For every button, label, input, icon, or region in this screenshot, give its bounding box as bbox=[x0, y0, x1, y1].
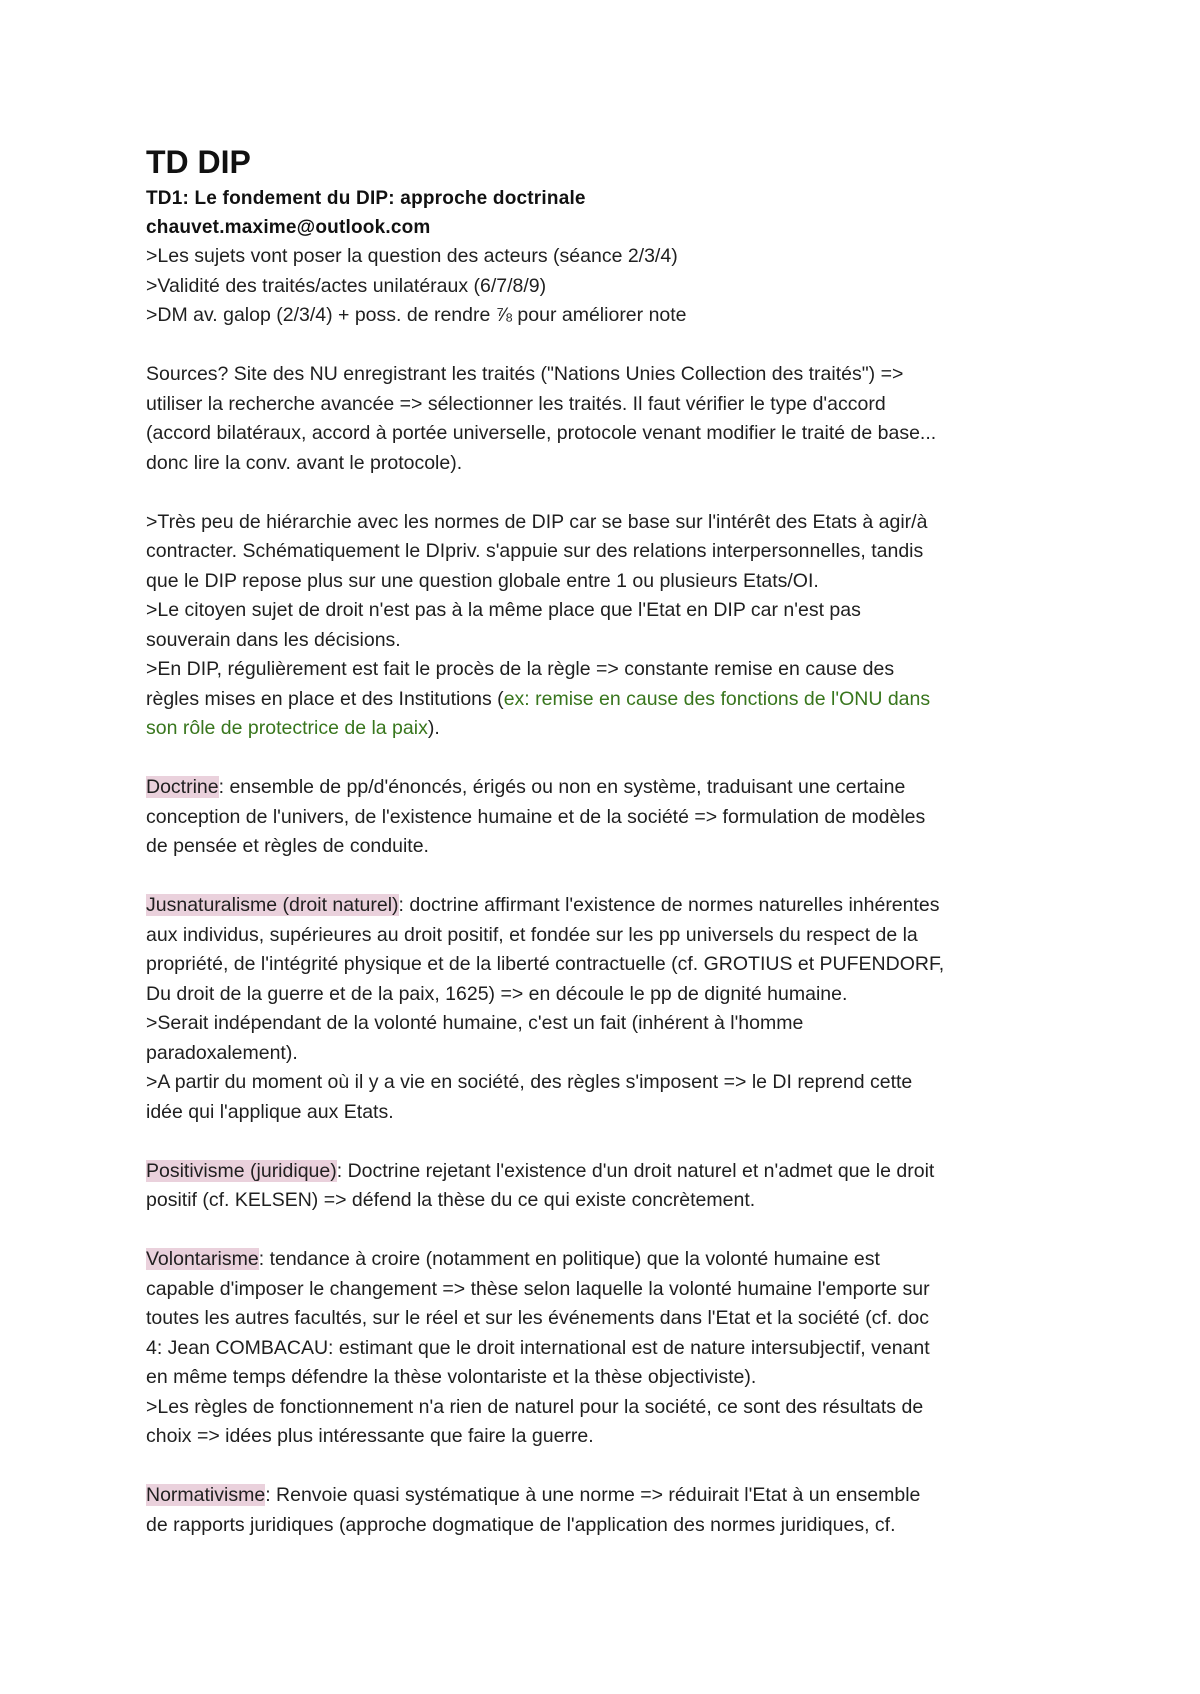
definition-line bbox=[146, 1481, 1066, 1511]
notes-text: ). bbox=[427, 717, 440, 739]
definition-line: capable d'imposer le changement => thèse selon laquelle la volonté humaine l'emporte sur bbox=[146, 1277, 930, 1300]
definition-line: >A partir du moment où il y a vie en société, des règles s'imposent => le DI reprend cette bbox=[146, 1071, 913, 1093]
definition-line: idée qui l'applique aux Etats. bbox=[146, 1100, 394, 1123]
definition-term: Jusnaturalisme (droit naturel) bbox=[146, 894, 399, 916]
intro-line: >Les sujets vont poser la question des acteurs (séance 2/3/4) bbox=[146, 245, 678, 267]
definition-line: propriété, de l'intégrité physique et de la liberté contractuelle (cf. GROTIUS et PUFENDORF, bbox=[146, 953, 945, 975]
definition-term: Normativisme bbox=[146, 1484, 266, 1506]
definition-line bbox=[146, 891, 1066, 921]
definition-line: >Serait indépendant de la volonté humaine, c'est un fait (inhérent à l'homme bbox=[146, 1012, 804, 1034]
definition-line: de pensée et règles de conduite. bbox=[146, 835, 429, 857]
definition-line: de rapports juridiques (approche dogmatique de l'application des normes juridiques, cf. bbox=[146, 1513, 896, 1536]
definition-line: Du droit de la guerre et de la paix, 1625) => en découle le pp de dignité humaine. bbox=[146, 982, 848, 1005]
definition-text: : Doctrine rejetant l'existence d'un droit naturel et n'admet que le droit bbox=[336, 1159, 935, 1182]
definitions-list bbox=[146, 744, 1066, 1541]
definition-line: >Les règles de fonctionnement n'a rien de naturel pour la société, ce sont des résultats de bbox=[146, 1395, 924, 1418]
definition-line: choix => idées plus intéressante que faire la guerre. bbox=[146, 1425, 594, 1447]
example-text: ex: remise en cause des fonctions de l'ONU dans bbox=[503, 687, 931, 710]
definition-line: 4: Jean COMBACAU: estimant que le droit international est de nature intersubjectif, venant bbox=[146, 1336, 930, 1359]
document-title: TD DIP bbox=[146, 144, 251, 180]
paragraph-gap bbox=[146, 478, 1066, 508]
sources-line: Sources? Site des NU enregistrant les traités ("Nations Unies Collection des traités") => bbox=[146, 363, 904, 385]
notes-line bbox=[146, 685, 1066, 715]
definition-line bbox=[146, 1157, 1066, 1187]
intro-line: >Validité des traités/actes unilatéraux (6/7/8/9) bbox=[146, 274, 547, 297]
intro-line: >DM av. galop (2/3/4) + poss. de rendre ⅞ pour améliorer note bbox=[146, 304, 687, 326]
notes-line: contracter. Schématiquement le DIpriv. s'appuie sur des relations interpersonnelles, tandis bbox=[146, 540, 924, 562]
definition-line: positif (cf. KELSEN) => défend la thèse du ce qui existe concrètement. bbox=[146, 1189, 756, 1211]
definition-text: : doctrine affirmant l'existence de normes naturelles inhérentes bbox=[398, 894, 940, 916]
paragraph-gap bbox=[146, 744, 1066, 774]
definition-term: Positivisme (juridique) bbox=[146, 1159, 337, 1182]
definition-term: Volontarisme bbox=[146, 1248, 259, 1270]
notes-line: >En DIP, régulièrement est fait le procès de la règle => constante remise en cause des bbox=[146, 658, 895, 680]
definition-line: aux individus, supérieures au droit positif, et fondée sur les pp universels du respect de la bbox=[146, 923, 918, 946]
definition-line bbox=[146, 1245, 1066, 1275]
notes-line: >Le citoyen sujet de droit n'est pas à la même place que l'Etat en DIP car n'est pas bbox=[146, 599, 861, 621]
definition-term: Doctrine bbox=[146, 776, 219, 798]
paragraph-gap bbox=[146, 862, 1066, 892]
document-subtitle: TD1: Le fondement du DIP: approche doctrinale bbox=[146, 188, 586, 209]
author-email: chauvet.maxime@outlook.com bbox=[146, 217, 431, 238]
sources-line: utiliser la recherche avancée => sélectionner les traités. Il faut vérifier le type d'accord bbox=[146, 392, 886, 415]
definition-text: : ensemble de pp/d'énoncés, érigés ou non en système, traduisant une certaine bbox=[218, 776, 906, 798]
paragraph-gap bbox=[146, 331, 1066, 361]
notes-text: règles mises en place et des Institutions ( bbox=[146, 687, 504, 710]
document-body bbox=[146, 140, 1066, 1540]
paragraph-gap bbox=[146, 1127, 1066, 1157]
definition-text: : tendance à croire (notamment en politique) que la volonté humaine est bbox=[258, 1248, 880, 1270]
definition-text: : Renvoie quasi systématique à une norme => réduirait l'Etat à un ensemble bbox=[265, 1484, 921, 1506]
definition-line: conception de l'univers, de l'existence humaine et de la société => formulation de modèles bbox=[146, 805, 926, 828]
sources-line: (accord bilatéraux, accord à portée universelle, protocole venant modifier le traité de base... bbox=[146, 422, 937, 444]
notes-line: >Très peu de hiérarchie avec les normes de DIP car se base sur l'intérêt des Etats à agir/à bbox=[146, 510, 928, 533]
definition-line: toutes les autres facultés, sur le réel et sur les événements dans l'Etat et la société (cf. doc bbox=[146, 1307, 930, 1329]
notes-line bbox=[146, 714, 1066, 744]
definition-line bbox=[146, 773, 1066, 803]
example-text: son rôle de protectrice de la paix bbox=[146, 717, 428, 739]
paragraph-gap bbox=[146, 1216, 1066, 1246]
paragraph-gap bbox=[146, 1452, 1066, 1482]
notes-line: souverain dans les décisions. bbox=[146, 628, 401, 651]
sources-line: donc lire la conv. avant le protocole). bbox=[146, 451, 463, 474]
notes-line: que le DIP repose plus sur une question globale entre 1 ou plusieurs Etats/OI. bbox=[146, 569, 819, 592]
definition-line: paradoxalement). bbox=[146, 1041, 298, 1064]
definition-line: en même temps défendre la thèse volontariste et la thèse objectiviste). bbox=[146, 1366, 757, 1388]
